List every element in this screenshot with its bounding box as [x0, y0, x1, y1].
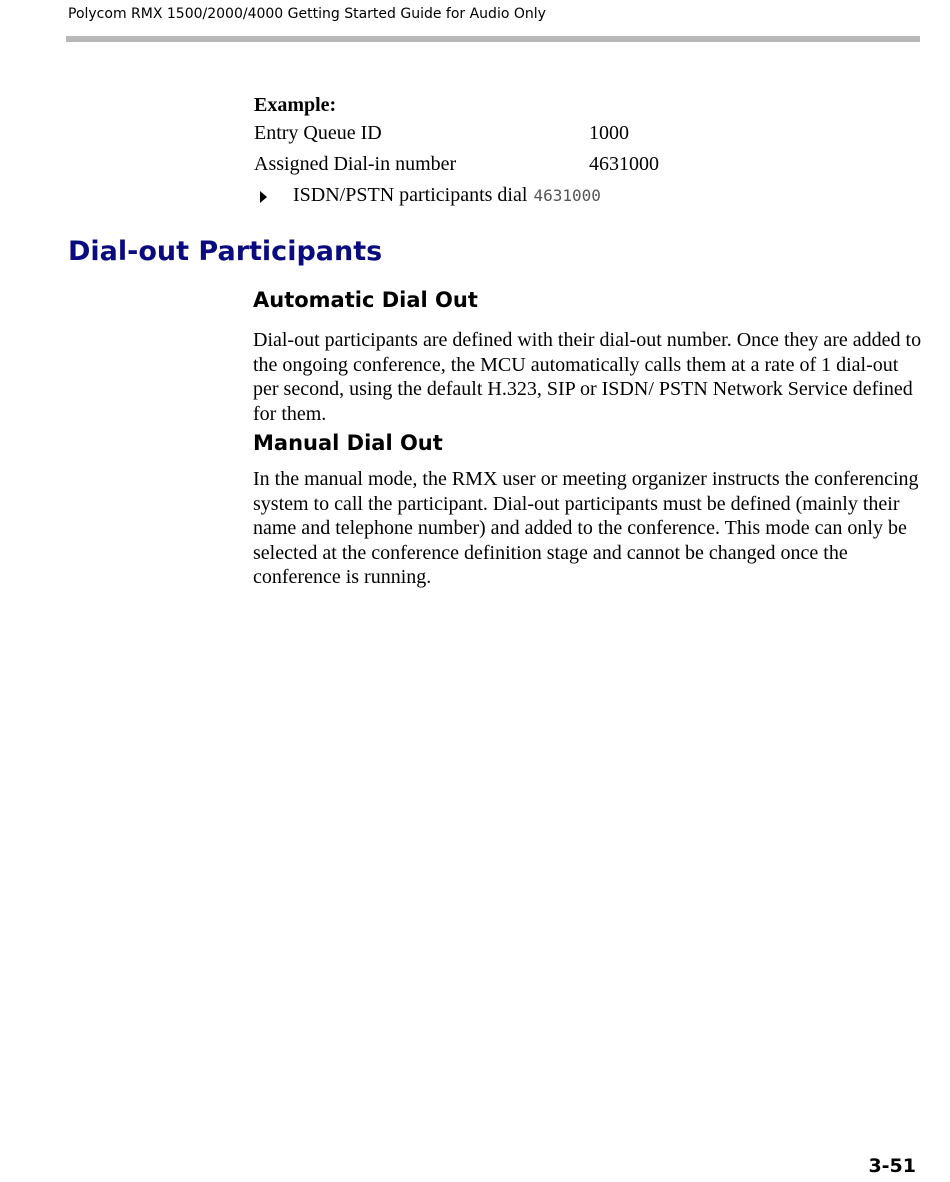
subsection-title-automatic: Automatic Dial Out — [253, 288, 478, 312]
triangle-bullet-icon — [260, 191, 267, 203]
example-key: Assigned Dial-in number — [254, 153, 457, 175]
dial-code: 4631000 — [533, 186, 601, 205]
example-value: 4631000 — [589, 153, 659, 175]
bullet-text: ISDN/PSTN participants dial — [293, 184, 528, 206]
example-label: Example: — [254, 94, 337, 116]
section-title: Dial-out Participants — [68, 236, 383, 267]
paragraph-automatic: Dial-out participants are defined with their dial-out number. Once they are added to the ongoing conference, the MCU automatically calls them at a rate of 1 dial-out per second, using the default H.323, SIP or ISDN/ PSTN Network Service defined for them. — [253, 329, 922, 425]
example-key: Entry Queue ID — [254, 122, 382, 144]
bullet-text-wrap — [293, 180, 601, 211]
bullet-item — [254, 180, 854, 211]
paragraph-manual: In the manual mode, the RMX user or meeting organizer instructs the conferencing system to call the participant. Dial-out participants must be defined (mainly their name and telephone number) and added to the conference. This mode can only be selected at the conference definition stage and cannot be changed once the conference is running. — [253, 468, 919, 588]
example-row — [254, 118, 854, 149]
example-row — [254, 149, 854, 180]
running-header: Polycom RMX 1500/2000/4000 Getting Started Guide for Audio Only — [68, 6, 546, 22]
header-rule — [66, 36, 920, 42]
example-block — [254, 92, 854, 211]
example-value: 1000 — [589, 122, 629, 144]
subsection-title-manual: Manual Dial Out — [253, 431, 443, 455]
page-number: 3-51 — [868, 1155, 916, 1177]
